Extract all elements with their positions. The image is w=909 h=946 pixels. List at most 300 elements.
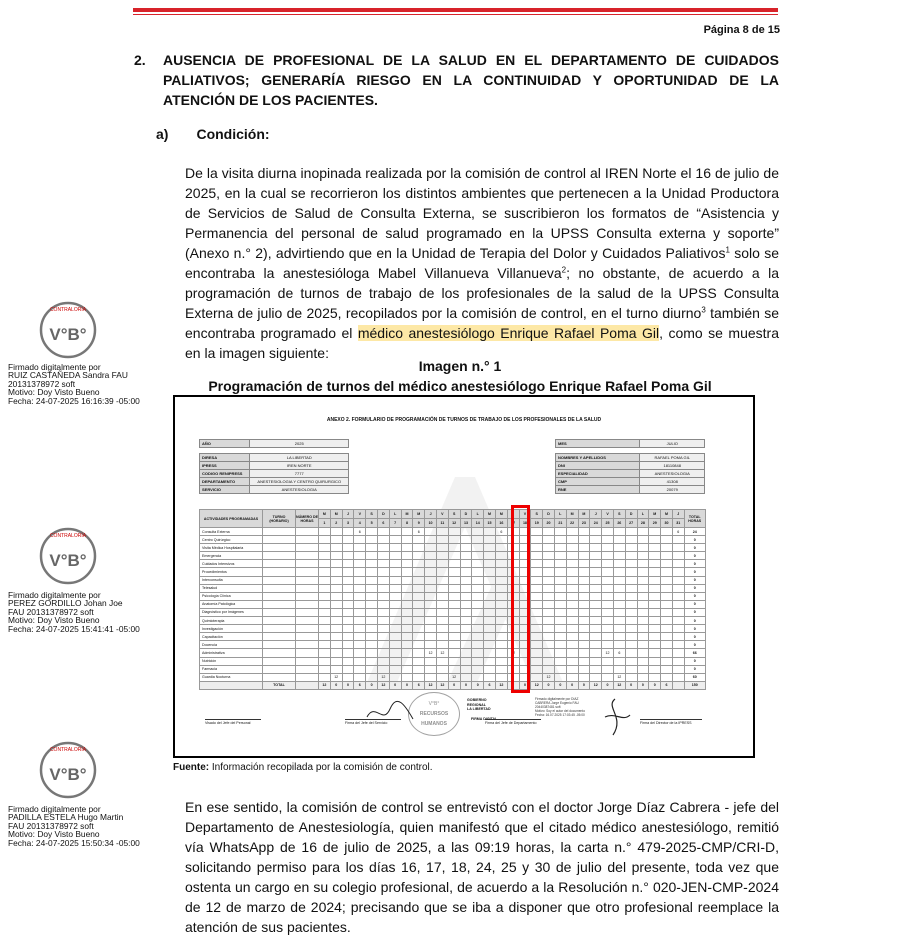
- day-cell: [578, 649, 590, 657]
- day-cell: [578, 641, 590, 649]
- day-cell: [566, 568, 578, 576]
- day-cell: [531, 625, 543, 633]
- gob-line-1: GOBIERNO: [467, 698, 487, 702]
- weekday-header: S: [366, 510, 378, 519]
- day-cell: [566, 544, 578, 552]
- day-cell: [602, 568, 614, 576]
- p1-text-3: ; no obstante, de acuerdo a la programación de turnos de trabajo de los profesionales de la salud de la UPSS Consulta Externa de julio de 2025, recopilados por la comisión de control, en el turno diurno: [185, 265, 779, 321]
- day-cell: [425, 576, 437, 584]
- day-cell: [342, 649, 354, 657]
- stamp-top-text: RECURSOS: [419, 711, 449, 717]
- day-cell: [342, 617, 354, 625]
- day-cell: [401, 528, 413, 536]
- day-cell: [425, 617, 437, 625]
- weekday-header: J: [672, 510, 684, 519]
- day-cell: [436, 608, 448, 616]
- day-cell: [543, 608, 555, 616]
- day-cell: [649, 625, 661, 633]
- day-cell: [531, 560, 543, 568]
- day-cell: [389, 617, 401, 625]
- day-cell: [319, 633, 331, 641]
- day-cell: [637, 673, 649, 681]
- day-cell: [554, 544, 566, 552]
- day-cell: [448, 576, 460, 584]
- day-cell: [366, 673, 378, 681]
- day-cell: [566, 665, 578, 673]
- day-cell: [495, 600, 507, 608]
- day-cell: [613, 560, 625, 568]
- day-cell: [389, 552, 401, 560]
- turno-cell: [263, 641, 296, 649]
- day-cell: [578, 625, 590, 633]
- day-header: 5: [366, 519, 378, 528]
- day-cell: [625, 544, 637, 552]
- day-cell: [649, 584, 661, 592]
- p1-text-4: también se encontraba programado el: [185, 305, 779, 341]
- day-cell: [389, 568, 401, 576]
- day-cell: [566, 617, 578, 625]
- day-cell: [436, 625, 448, 633]
- day-cell: [543, 592, 555, 600]
- image-title: Programación de turnos del médico anestesiólogo Enrique Rafael Poma Gil: [208, 378, 712, 394]
- day-cell: [590, 592, 602, 600]
- day-cell: [413, 560, 425, 568]
- day-cell: [366, 600, 378, 608]
- day-cell: [613, 576, 625, 584]
- day-cell: 6: [672, 528, 684, 536]
- total-day-cell: 0: [543, 681, 555, 689]
- sig3-line-1: Firmado digitalmente por: [8, 804, 101, 814]
- weekday-header: D: [543, 510, 555, 519]
- total-day-cell: 0: [554, 681, 566, 689]
- weekday-header: M: [578, 510, 590, 519]
- turno-cell: [263, 576, 296, 584]
- day-cell: [578, 568, 590, 576]
- schedule-row: [200, 552, 706, 560]
- total-day-cell: 0: [448, 681, 460, 689]
- day-cell: [401, 600, 413, 608]
- day-cell: 12: [602, 649, 614, 657]
- weekday-header: M: [401, 510, 413, 519]
- day-cell: [319, 584, 331, 592]
- activity-name: Administrativa: [200, 649, 263, 657]
- activity-name: Capacitación: [200, 633, 263, 641]
- day-cell: [472, 536, 484, 544]
- sig3-line-2: PADILLA ESTELA Hugo Martin: [8, 812, 124, 823]
- day-cell: [495, 617, 507, 625]
- day-cell: [460, 552, 472, 560]
- day-cell: [319, 576, 331, 584]
- hours-cell: [296, 608, 319, 616]
- day-header: 9: [413, 519, 425, 528]
- day-cell: [661, 625, 673, 633]
- day-cell: [625, 552, 637, 560]
- day-cell: [472, 649, 484, 657]
- day-cell: [484, 536, 496, 544]
- hours-cell: [296, 560, 319, 568]
- hours-cell: [296, 665, 319, 673]
- day-cell: [554, 641, 566, 649]
- day-cell: [401, 536, 413, 544]
- signature-note-3: [8, 805, 140, 847]
- day-cell: [637, 657, 649, 665]
- hours-cell: [296, 649, 319, 657]
- turno-cell: [263, 528, 296, 536]
- schedule-row: [200, 576, 706, 584]
- day-cell: [543, 641, 555, 649]
- schedule-row: [200, 536, 706, 544]
- svg-text:V°B°: V°B°: [49, 765, 87, 784]
- activity-name: Telesalud: [200, 584, 263, 592]
- day-cell: [330, 576, 342, 584]
- day-cell: [366, 584, 378, 592]
- day-cell: [543, 568, 555, 576]
- day-cell: [413, 576, 425, 584]
- day-cell: [472, 592, 484, 600]
- day-cell: [649, 617, 661, 625]
- day-cell: [460, 657, 472, 665]
- day-cell: [531, 633, 543, 641]
- day-cell: [354, 665, 366, 673]
- day-cell: [602, 641, 614, 649]
- day-cell: [342, 600, 354, 608]
- day-cell: [602, 665, 614, 673]
- day-cell: [649, 641, 661, 649]
- total-day-cell: 0: [566, 681, 578, 689]
- day-cell: [448, 617, 460, 625]
- day-cell: [637, 568, 649, 576]
- info-value: ANESTESIOLOGIA: [640, 470, 705, 478]
- contraloria-seal-icon: [34, 738, 102, 800]
- day-cell: [661, 608, 673, 616]
- day-cell: [531, 544, 543, 552]
- rrhh-stamp: [408, 692, 460, 736]
- day-header: 21: [554, 519, 566, 528]
- day-cell: [448, 592, 460, 600]
- source-text: Información recopilada por la comisión de control.: [209, 762, 433, 773]
- day-cell: [436, 584, 448, 592]
- day-cell: [649, 649, 661, 657]
- day-cell: [672, 568, 684, 576]
- col-header-total: TOTAL HORAS: [684, 510, 705, 528]
- sign-label-personal: Visado del Jefe del Personal: [205, 719, 261, 725]
- day-cell: [637, 633, 649, 641]
- day-cell: [342, 584, 354, 592]
- header-rule-thin: [133, 14, 778, 15]
- schedule-row: [200, 560, 706, 568]
- sig1-line-3: 20131378972 soft: [8, 378, 76, 389]
- hours-cell: [296, 584, 319, 592]
- day-cell: [602, 552, 614, 560]
- day-cell: 6: [613, 649, 625, 657]
- info-value: 20079: [640, 486, 705, 494]
- day-cell: [460, 665, 472, 673]
- section-heading: [134, 50, 779, 110]
- vb-seal-3: [34, 738, 102, 800]
- day-cell: [436, 617, 448, 625]
- day-cell: [578, 600, 590, 608]
- day-cell: [330, 665, 342, 673]
- day-cell: [436, 568, 448, 576]
- turno-cell: [263, 625, 296, 633]
- day-cell: [330, 568, 342, 576]
- sig2-line-1: Firmado digitalmente por: [8, 590, 101, 600]
- day-header: 14: [472, 519, 484, 528]
- day-cell: [413, 552, 425, 560]
- info-value: JULIO: [640, 440, 705, 448]
- day-cell: [319, 592, 331, 600]
- highlight-box-day-16: [511, 505, 530, 693]
- gob-regional-logo-text: [467, 698, 491, 712]
- weekday-header: J: [342, 510, 354, 519]
- day-cell: 6: [495, 528, 507, 536]
- day-cell: [377, 592, 389, 600]
- day-cell: [330, 608, 342, 616]
- day-cell: [484, 544, 496, 552]
- day-cell: [613, 584, 625, 592]
- total-day-cell: 12: [590, 681, 602, 689]
- day-cell: [625, 608, 637, 616]
- total-row: [200, 681, 706, 689]
- day-cell: [554, 665, 566, 673]
- day-cell: [448, 657, 460, 665]
- row-total: 0: [684, 625, 705, 633]
- day-cell: [460, 528, 472, 536]
- day-cell: 12: [507, 649, 519, 657]
- schedule-row: [200, 608, 706, 616]
- hours-cell: [296, 592, 319, 600]
- info-row: [556, 486, 705, 494]
- vb-seal-1: [34, 298, 102, 360]
- turno-cell: [263, 608, 296, 616]
- weekday-header: V: [354, 510, 366, 519]
- weekday-header: D: [377, 510, 389, 519]
- footnote-ref-1[interactable]: 1: [725, 245, 730, 255]
- day-cell: [625, 665, 637, 673]
- day-cell: [330, 552, 342, 560]
- day-cell: [649, 673, 661, 681]
- day-cell: [578, 544, 590, 552]
- day-cell: [672, 665, 684, 673]
- day-cell: [566, 528, 578, 536]
- info-row: [200, 462, 349, 470]
- total-label: TOTAL: [263, 681, 296, 689]
- activity-name: Emergencia: [200, 552, 263, 560]
- day-cell: [672, 649, 684, 657]
- sig1-line-5: Fecha: 24-07-2025 16:16:39 -05:00: [8, 395, 140, 406]
- day-cell: [448, 528, 460, 536]
- day-cell: [330, 633, 342, 641]
- sig3-line-3: FAU 20131378972 soft: [8, 820, 94, 831]
- day-cell: [554, 568, 566, 576]
- day-cell: [460, 544, 472, 552]
- row-total: 0: [684, 617, 705, 625]
- day-cell: [436, 657, 448, 665]
- total-day-cell: 12: [495, 681, 507, 689]
- day-cell: [377, 633, 389, 641]
- schedule-row: [200, 544, 706, 552]
- day-cell: [401, 552, 413, 560]
- info-value: ANESTESIOLOGIA Y CENTRO QUIRURGICO: [250, 478, 349, 486]
- weekday-header: M: [413, 510, 425, 519]
- day-cell: [425, 552, 437, 560]
- day-cell: [602, 617, 614, 625]
- info-label: NOMBRES Y APELLIDOS: [556, 454, 640, 462]
- day-cell: [472, 673, 484, 681]
- source-label: Fuente:: [173, 762, 210, 773]
- day-cell: [625, 657, 637, 665]
- day-cell: [637, 560, 649, 568]
- day-cell: [448, 608, 460, 616]
- day-cell: [342, 544, 354, 552]
- day-cell: [602, 536, 614, 544]
- day-cell: [460, 633, 472, 641]
- day-cell: [413, 673, 425, 681]
- weekday-header: V: [519, 510, 531, 519]
- day-cell: [637, 544, 649, 552]
- day-header: 19: [531, 519, 543, 528]
- day-cell: [319, 625, 331, 633]
- day-cell: [672, 592, 684, 600]
- col-header-turno: TURNO (HORARIO): [263, 510, 296, 528]
- day-cell: [637, 528, 649, 536]
- day-cell: [625, 592, 637, 600]
- day-cell: [460, 568, 472, 576]
- total-day-cell: 6: [484, 681, 496, 689]
- sign-label-servicio: Firma del Jefe del Servicio: [345, 719, 401, 725]
- schedule-row: [200, 584, 706, 592]
- weekday-header: L: [554, 510, 566, 519]
- day-cell: [543, 657, 555, 665]
- day-cell: [602, 584, 614, 592]
- day-header: 10: [425, 519, 437, 528]
- day-cell: [495, 568, 507, 576]
- day-cell: [625, 617, 637, 625]
- day-cell: [354, 641, 366, 649]
- day-cell: [637, 649, 649, 657]
- day-cell: [531, 576, 543, 584]
- p1-text-2: solo se encontraba la anestesióloga Mabel Villanueva Villanueva: [185, 245, 779, 281]
- day-cell: [484, 552, 496, 560]
- row-total: 0: [684, 665, 705, 673]
- day-cell: [319, 641, 331, 649]
- day-cell: [460, 592, 472, 600]
- day-cell: [472, 625, 484, 633]
- weekday-header: J: [425, 510, 437, 519]
- row-total: 0: [684, 560, 705, 568]
- info-value: 7777: [250, 470, 349, 478]
- day-cell: [436, 536, 448, 544]
- row-total: 0: [684, 633, 705, 641]
- day-cell: [649, 665, 661, 673]
- firma-digital-label: FIRMA DIGITAL: [471, 717, 498, 721]
- day-cell: [389, 576, 401, 584]
- day-cell: [330, 657, 342, 665]
- sig2-line-3: FAU 20131378972 soft: [8, 606, 94, 617]
- schedule-row: [200, 600, 706, 608]
- day-cell: [460, 673, 472, 681]
- day-header: 17: [507, 519, 519, 528]
- day-cell: [590, 560, 602, 568]
- day-cell: [389, 641, 401, 649]
- day-header: 8: [401, 519, 413, 528]
- day-cell: [389, 665, 401, 673]
- day-cell: [436, 633, 448, 641]
- info-label: MES: [556, 440, 640, 448]
- day-cell: [484, 649, 496, 657]
- weekday-header: V: [602, 510, 614, 519]
- day-cell: [401, 544, 413, 552]
- day-cell: [625, 633, 637, 641]
- row-total: 0: [684, 657, 705, 665]
- day-cell: [377, 641, 389, 649]
- day-cell: [625, 625, 637, 633]
- footnote-ref-3[interactable]: 3: [701, 305, 706, 315]
- day-cell: 12: [613, 673, 625, 681]
- day-cell: [460, 560, 472, 568]
- day-cell: [554, 584, 566, 592]
- day-cell: [637, 617, 649, 625]
- day-header: 7: [389, 519, 401, 528]
- day-cell: [661, 600, 673, 608]
- day-cell: [413, 649, 425, 657]
- info-label: AÑO: [200, 440, 250, 448]
- turno-cell: [263, 584, 296, 592]
- footnote-ref-2[interactable]: 2: [561, 265, 567, 275]
- info-table-right: [555, 439, 705, 494]
- total-day-cell: 0: [401, 681, 413, 689]
- day-cell: [366, 544, 378, 552]
- day-cell: [637, 600, 649, 608]
- day-header: 22: [566, 519, 578, 528]
- turno-cell: [263, 592, 296, 600]
- day-cell: [366, 657, 378, 665]
- hours-cell: [296, 552, 319, 560]
- subsection-heading: [156, 126, 270, 142]
- day-cell: [330, 560, 342, 568]
- day-cell: [543, 552, 555, 560]
- day-cell: [413, 625, 425, 633]
- schedule-row: [200, 633, 706, 641]
- day-header: 25: [602, 519, 614, 528]
- day-cell: [425, 657, 437, 665]
- day-cell: [389, 657, 401, 665]
- day-cell: [649, 633, 661, 641]
- day-cell: [543, 633, 555, 641]
- sig2-line-5: Fecha: 24-07-2025 15:41:41 -05:00: [8, 623, 140, 634]
- turno-cell: [263, 617, 296, 625]
- day-cell: [543, 625, 555, 633]
- highlighted-text: médico anestesiólogo Enrique Rafael Poma Gil: [357, 325, 660, 341]
- day-cell: [672, 584, 684, 592]
- dsig-line-2: CABRERA Jorge Eugenio FAU: [535, 701, 579, 705]
- weekday-header: M: [495, 510, 507, 519]
- weekday-header: L: [472, 510, 484, 519]
- day-cell: [436, 665, 448, 673]
- day-cell: [543, 617, 555, 625]
- dsig-line-5: Fecha: 16.07.2025 17:03:45 -05:00: [535, 713, 585, 717]
- day-cell: [377, 617, 389, 625]
- day-cell: [425, 560, 437, 568]
- day-cell: [413, 584, 425, 592]
- day-cell: [354, 633, 366, 641]
- activity-name: Docencia: [200, 641, 263, 649]
- day-cell: [613, 657, 625, 665]
- svg-text:V°B°: V°B°: [49, 325, 87, 344]
- day-cell: [389, 528, 401, 536]
- info-row: [200, 440, 349, 448]
- day-cell: [425, 641, 437, 649]
